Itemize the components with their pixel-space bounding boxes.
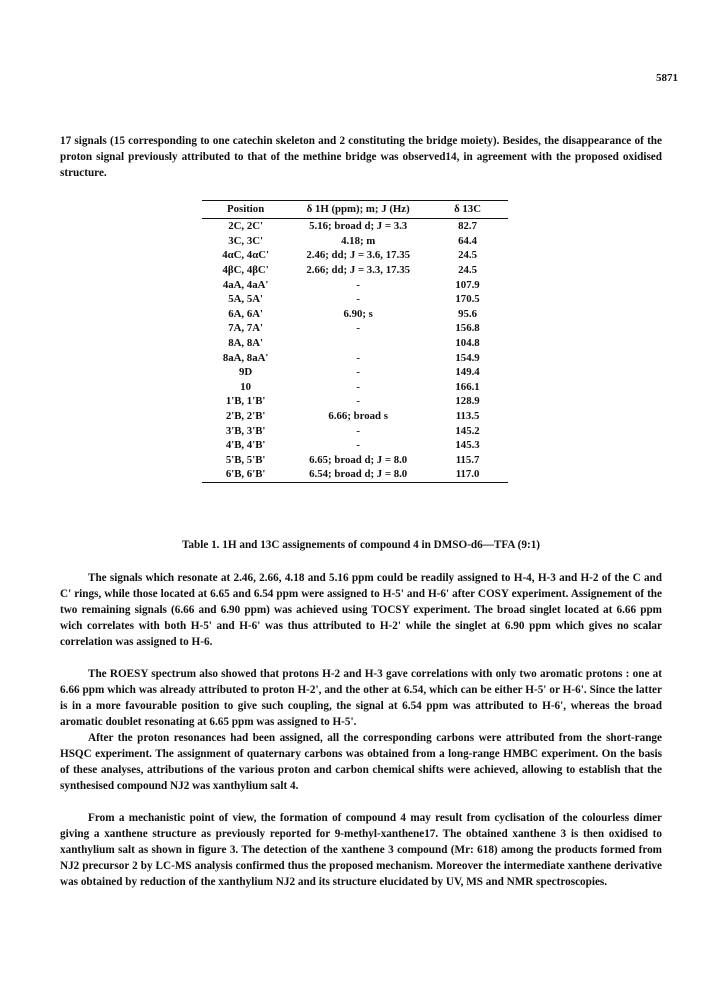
cell-position: 3C, 3C' <box>228 234 264 247</box>
cell-position: 4aA, 4aA' <box>222 278 269 291</box>
nmr-assignment-table <box>202 200 508 483</box>
cell-proton-shift: - <box>356 439 360 452</box>
cell-proton-shift: - <box>356 424 360 437</box>
table-row <box>202 409 508 424</box>
cell-position: 7A, 7A' <box>228 322 264 335</box>
cell-proton-shift: 5.16; broad d; J = 3.3 <box>309 220 408 233</box>
cell-carbon-shift: 149.4 <box>455 366 480 379</box>
cell-proton-shift: - <box>356 278 360 291</box>
cell-proton-shift: - <box>356 380 360 393</box>
cell-position: 4βC, 4βC' <box>222 263 269 276</box>
cell-position: 8A, 8A' <box>228 336 264 349</box>
cell-position: 3'B, 3'B' <box>225 424 266 437</box>
cell-carbon-shift: 104.8 <box>455 336 480 349</box>
cell-proton-shift: - <box>356 351 360 364</box>
header-position: Position <box>202 201 289 219</box>
cell-proton-shift: 6.54; broad d; J = 8.0 <box>289 467 427 482</box>
cell-carbon-shift: 145.3 <box>455 439 480 452</box>
table-row <box>202 321 508 336</box>
cell-position: 6'B, 6'B' <box>202 467 289 482</box>
cell-carbon-shift: 95.6 <box>458 307 478 320</box>
table-row <box>202 467 508 482</box>
cell-proton-shift: - <box>356 366 360 379</box>
cell-position: 8aA, 8aA' <box>222 351 269 364</box>
cell-proton-shift: 6.90; s <box>343 307 373 320</box>
cell-carbon-shift: 64.4 <box>458 234 478 247</box>
cell-carbon-shift: 113.5 <box>455 409 480 422</box>
table-row <box>202 219 508 234</box>
table-row <box>202 336 508 351</box>
table-row <box>202 365 508 380</box>
cell-proton-shift <box>289 336 427 351</box>
cell-position: 4'B, 4'B' <box>225 439 266 452</box>
table-header-row <box>202 201 508 219</box>
cell-carbon-shift: 170.5 <box>455 293 480 306</box>
intro-paragraph: 17 signals (15 corresponding to one catechin skeleton and 2 constituting the bridge moiety). Besides, the disappearance of the proton signal previously attributed to that of the methine bridge was observed14, in agreement with the proposed oxidised structure. <box>60 135 662 179</box>
cell-carbon-shift: 24.5 <box>458 263 478 276</box>
body-paragraph-4: From a mechanistic point of view, the formation of compound 4 may result from cyclisation of the colourless dimer giving a xanthene structure as previously reported for 9-methyl-xanthene17. The obtained xanthene 3 is then oxidised to xanthylium salt as shown in figure 3. The detection of the xanthene 3 compound (Mr: 618) among the products formed from NJ2 precursor 2 by LC-MS analysis confirmed thus the proposed mechanism. Moreover the intermediate xanthene derivative was obtained by reduction of the xanthylium NJ2 and its structure elucidated by UV, MS and NMR spectroscopies. <box>60 812 662 888</box>
table-row <box>202 380 508 395</box>
table-row <box>202 307 508 322</box>
cell-position: 4αC, 4αC' <box>222 249 270 262</box>
cell-carbon-shift: 166.1 <box>455 380 480 393</box>
body-paragraph-3: After the proton resonances had been assigned, all the corresponding carbons were attributed from the short-range HSQC experiment. The assignment of quaternary carbons was obtained from a long-range HMBC experiment. On the basis of these analyses, attributions of the various proton and carbon chemical shifts were achieved, allowing to establish that the synthesised compound NJ2 was xanthylium salt 4. <box>60 732 662 792</box>
cell-proton-shift: - <box>356 322 360 335</box>
cell-carbon-shift: 156.8 <box>455 322 480 335</box>
cell-proton-shift: 6.66; broad s <box>328 409 388 422</box>
table-row <box>202 248 508 263</box>
table-caption: Table 1. 1H and 13C assignements of compound 4 in DMSO-d6—TFA (9:1) <box>181 539 541 551</box>
cell-carbon-shift: 107.9 <box>455 278 480 291</box>
cell-carbon-shift: 115.7 <box>455 453 480 466</box>
table-row <box>202 423 508 438</box>
cell-position: 9D <box>239 366 253 379</box>
table-row <box>202 263 508 278</box>
body-paragraph-1: The signals which resonate at 2.46, 2.66, 4.18 and 5.16 ppm could be readily assigned to H-4, H-3 and H-2 of the C and C' rings, while those located at 6.65 and 6.54 ppm were assigned to H-5' and H-6' after COSY experiment. Assignement of the two remaining signals (6.66 and 6.90 ppm) was achieved using TOCSY experiment. The broad singlet located at 6.66 ppm wich correlates with both H-5' and H-6' was thus attributed to H-2' while the singlet at 6.90 ppm which gives no scalar correlation was assigned to H-6. <box>60 572 662 648</box>
table-row <box>202 292 508 307</box>
cell-proton-shift: - <box>356 395 360 408</box>
cell-carbon-shift: 154.9 <box>455 351 480 364</box>
cell-position: 6A, 6A' <box>228 307 264 320</box>
table-body <box>202 219 508 483</box>
cell-proton-shift: - <box>356 293 360 306</box>
table-row <box>202 438 508 453</box>
cell-proton-shift: 2.66; dd; J = 3.3, 17.35 <box>306 263 410 276</box>
cell-position: 2'B, 2'B' <box>225 409 266 422</box>
cell-position: 1'B, 1'B' <box>225 395 266 408</box>
page-number: 5871 <box>656 72 678 84</box>
nmr-table-container <box>202 200 508 483</box>
cell-position: 10 <box>240 380 252 393</box>
body-paragraph-2: The ROESY spectrum also showed that protons H-2 and H-3 gave correlations with only two aromatic protons : one at 6.66 ppm which was already attributed to proton H-2', and the other at 6.54, which can be either H-5' or H-6'. Since the latter is in a more favourable position to give such coupling, the signal at 6.54 ppm was attributed to H-6', whereas the broad aromatic doublet resonating at 6.65 ppm was assigned to H-5'. <box>60 668 662 728</box>
header-proton-shift: δ 1H (ppm); m; J (Hz) <box>289 201 427 219</box>
cell-position: 2C, 2C' <box>228 220 264 233</box>
table-row <box>202 453 508 468</box>
cell-carbon-shift: 82.7 <box>458 220 478 233</box>
table-row <box>202 350 508 365</box>
cell-carbon-shift: 24.5 <box>458 249 478 262</box>
table-row <box>202 234 508 249</box>
table-row <box>202 277 508 292</box>
header-carbon-shift: δ 13C <box>427 201 508 219</box>
cell-proton-shift: 2.46; dd; J = 3.6, 17.35 <box>306 249 410 262</box>
cell-position: 5A, 5A' <box>228 293 264 306</box>
table-row <box>202 394 508 409</box>
cell-proton-shift: 6.65; broad d; J = 8.0 <box>309 453 408 466</box>
cell-carbon-shift: 128.9 <box>455 395 480 408</box>
cell-proton-shift: 4.18; m <box>341 234 376 247</box>
cell-carbon-shift: 117.0 <box>427 467 508 482</box>
cell-carbon-shift: 145.2 <box>455 424 480 437</box>
cell-position: 5'B, 5'B' <box>225 453 266 466</box>
